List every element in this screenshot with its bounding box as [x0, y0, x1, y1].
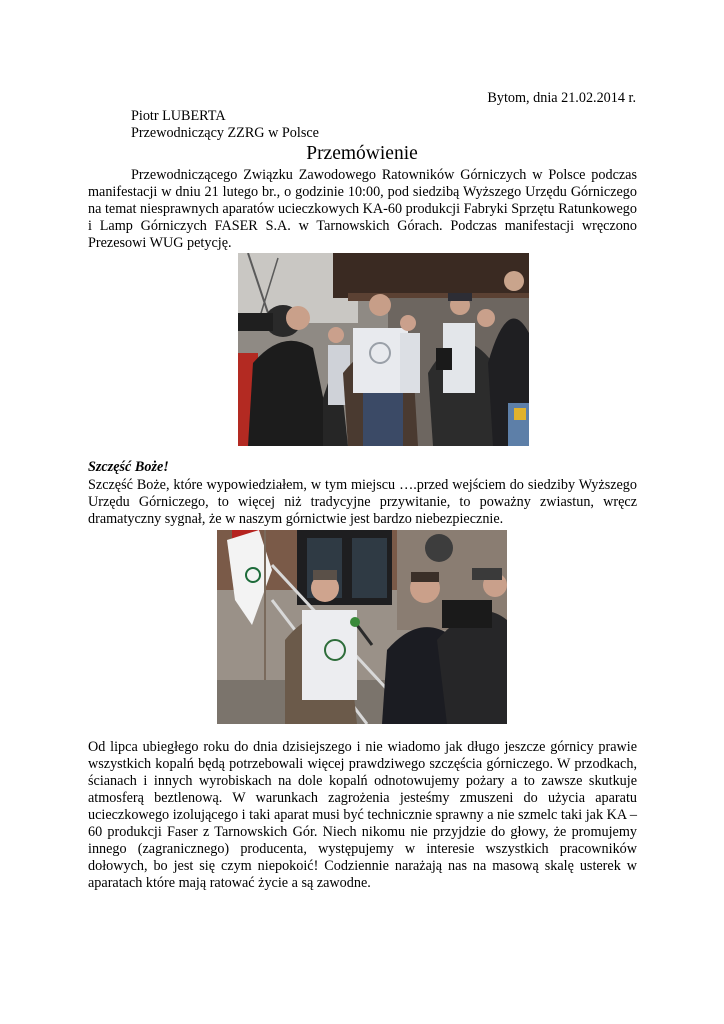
protest-photo-speaker: [238, 253, 529, 446]
document-heading: Przemówienie: [306, 143, 418, 164]
paragraph-2: Szczęść Boże, które wypowiedziałem, w tym miejscu ….przed wejściem do siedziby Wyższego Urzędu Górniczego, to więcej niż tradycyjne przywitanie, to poważny zwiastun, wręcz dramatyczny sygnał, że w naszym górnictwie jest bardzo niebezpiecznie.: [88, 477, 637, 527]
subheading: Szczęść Boże!: [88, 459, 169, 475]
date-line: Bytom, dnia 21.02.2014 r.: [487, 90, 636, 106]
interview-photo: [217, 530, 507, 724]
author-name: Piotr LUBERTA: [131, 108, 226, 124]
paragraph-3: Od lipca ubiegłego roku do dnia dzisiejszego i nie wiadomo jak długo jeszcze górnicy prawie wszystkich kopalń będą potrzebowali więcej prawdziwego szczęścia górniczego. W przodkach, ścianach i innych wyrobiskach na dole kopalń odnotowujemy pożary a to zawsze skutkuje atmosferą beztlenową. W warunkach zagrożenia jesteśmy zmuszeni do użycia aparatu ucieczkowego izolującego i taki aparat musi być technicznie sprawny a nie szmelc taki jak KA – 60 produkcji Faser z Tarnowskich Gór. Niech nikomu nie przyjdzie do głowy, że promujemy innego (zagranicznego) producenta, występujemy w interesie wszystkich pracowników dołowych, bo jest się czym niepokoić! Codziennie narażają nas na masową skalę usterek w aparatach które mają ratować życie a są zawodne.: [88, 739, 637, 891]
intro-paragraph: Przewodniczącego Związku Zawodowego Ratowników Górniczych w Polsce podczas manifestacji w dniu 21 lutego br., o godzinie 10:00, pod siedzibą Wyższego Urzędu Górniczego na temat niesprawnych aparatów ucieczkowych KA-60 produkcji Fabryki Sprzętu Ratunkowego i Lamp Górniczych FASER S.A. w Tarnowskich Górach. Podczas manifestacji wręczono Prezesowi WUG petycję.: [88, 167, 637, 251]
author-title: Przewodniczący ZZRG w Polsce: [131, 125, 319, 141]
